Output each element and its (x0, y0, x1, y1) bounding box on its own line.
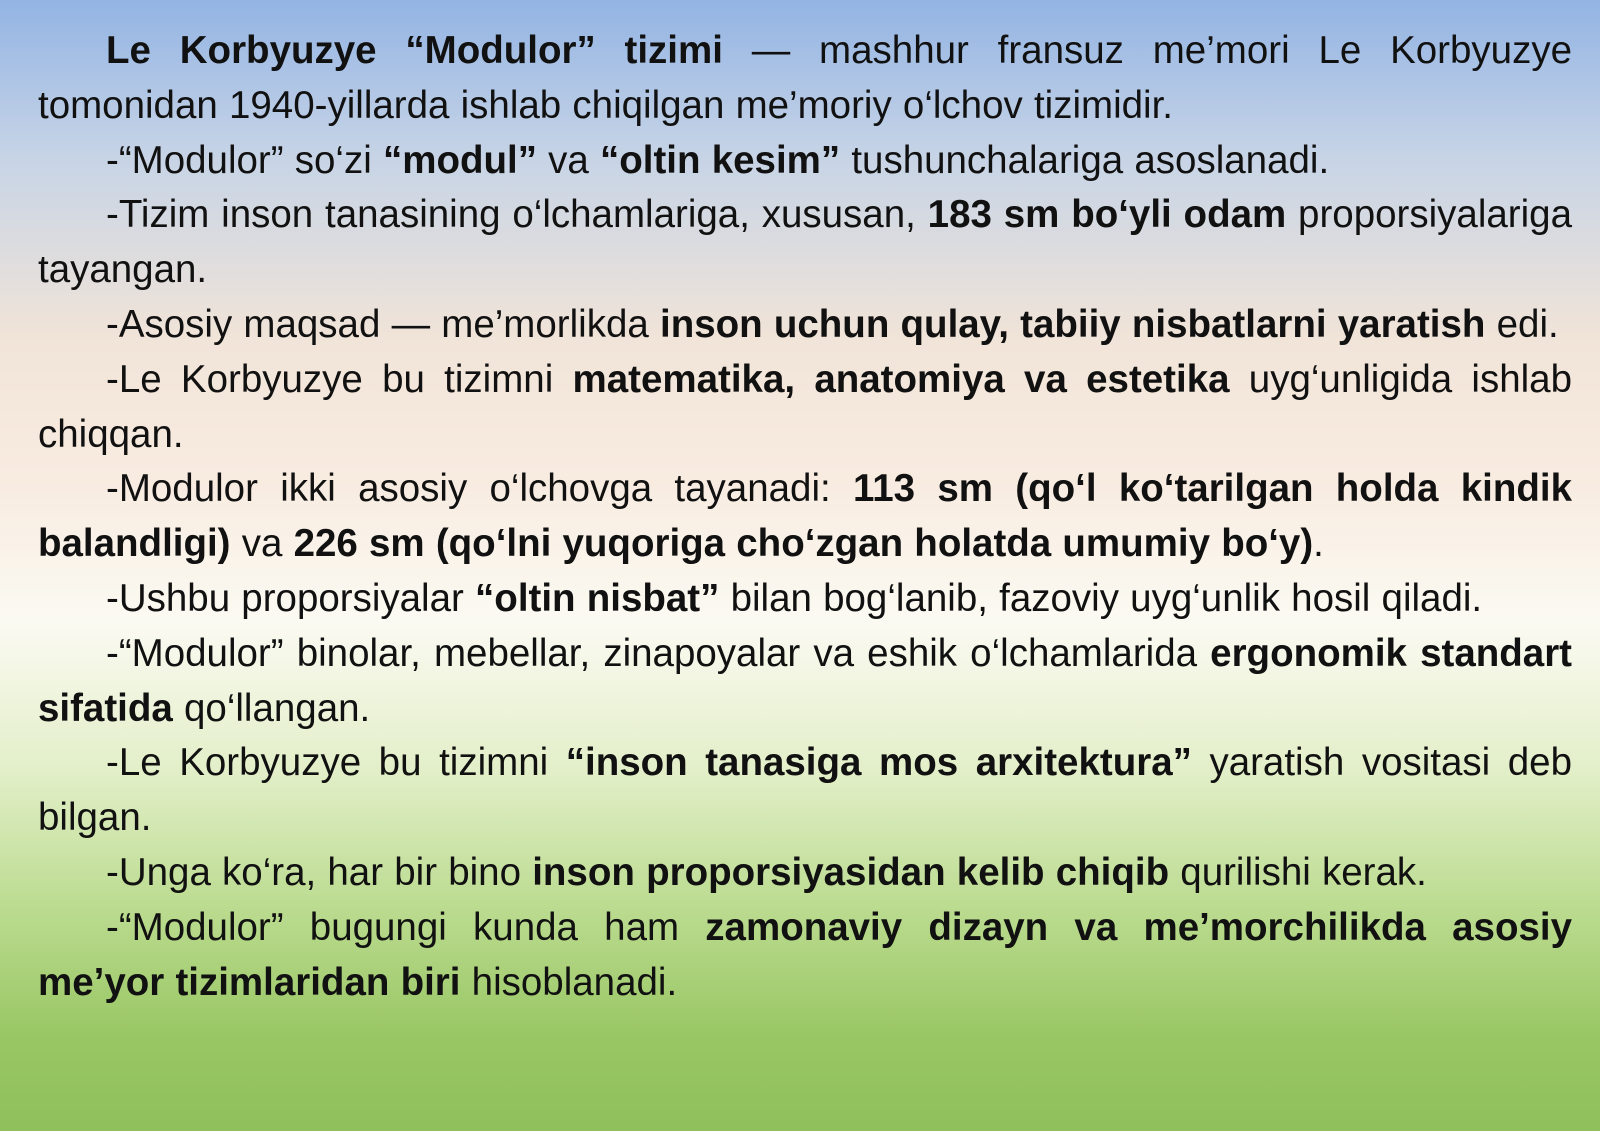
text-span: -Tizim inson tanasining o‘lchamlariga, xususan, (106, 193, 928, 237)
text-span: bilan bog‘lanib, fazoviy uyg‘unlik hosil qiladi. (719, 576, 1483, 620)
text-span: hisoblanadi. (460, 960, 678, 1004)
text-span: -Unga ko‘ra, har bir bino (106, 850, 533, 894)
text-span: uyg‘unligida ishlab chiqqan. (38, 357, 1572, 456)
bold-text: 183 sm bo‘yli odam (927, 193, 1287, 237)
bold-text: zamonaviy dizayn va me’morchilikda asosiy me’yor tizimlaridan biri (38, 905, 1572, 1004)
text-span: -Asosiy maqsad — me’morlikda (106, 302, 660, 346)
bold-text: inson uchun qulay, tabiiy nisbatlarni yaratish (660, 302, 1486, 346)
slide-text-body (38, 24, 1572, 1114)
paragraph (38, 627, 1572, 737)
text-span: qo‘llangan. (172, 686, 371, 730)
text-span: -“Modulor” binolar, mebellar, zinapoyalar va eshik o‘lchamlarida (106, 631, 1211, 675)
text-span: -“Modulor” so‘zi (106, 138, 383, 182)
paragraph (38, 736, 1572, 846)
bold-text: “oltin nisbat” (475, 576, 720, 620)
paragraph (38, 353, 1572, 463)
paragraph (38, 901, 1572, 1011)
bold-text: ergonomik standart sifatida (38, 631, 1572, 730)
paragraph (38, 134, 1572, 189)
paragraph (38, 462, 1572, 572)
text-span: -“Modulor” bugungi kunda ham (106, 905, 706, 949)
bold-text: 113 sm (qo‘l ko‘tarilgan holda kindik balandligi) (38, 467, 1572, 566)
text-span: proporsiyalariga tayangan. (38, 193, 1572, 292)
bold-text: 226 sm (qo‘lni yuqoriga cho‘zgan holatda umumiy bo‘y) (293, 522, 1314, 566)
paragraph (38, 24, 1572, 134)
text-span: qurilishi kerak. (1169, 850, 1427, 894)
bold-text: “oltin kesim” (600, 138, 841, 182)
bold-text: Le Korbyuzye “Modulor” tizimi (106, 29, 723, 72)
text-span: — mashhur fransuz me’mori Le Korbyuzye tomonidan 1940-yillarda ishlab chiqilgan me’moriy o‘lchov tizimidir. (38, 29, 1572, 127)
bold-text: “inson tanasiga mos arxitektura” (565, 741, 1192, 785)
paragraph (38, 846, 1572, 901)
text-span: -Le Korbyuzye bu tizimni (106, 741, 566, 785)
paragraph (38, 188, 1572, 298)
text-span: va (536, 138, 601, 182)
text-span: yaratish vositasi deb bilgan. (38, 741, 1573, 840)
text-span: . (1313, 522, 1324, 566)
text-span: edi. (1485, 302, 1559, 346)
text-span: tushunchalariga asoslanadi. (840, 138, 1330, 182)
bold-text: matematika, anatomiya va estetika (572, 357, 1230, 401)
text-span: va (230, 522, 294, 566)
text-span: -Ushbu proporsiyalar (106, 576, 476, 620)
text-span: -Le Korbyuzye bu tizimni (106, 357, 573, 401)
bold-text: “modul” (382, 138, 537, 182)
paragraph (38, 572, 1572, 627)
text-span: -Modulor ikki asosiy o‘lchovga tayanadi: (106, 467, 853, 511)
paragraph (38, 298, 1572, 353)
bold-text: inson proporsiyasidan kelib chiqib (532, 850, 1170, 894)
